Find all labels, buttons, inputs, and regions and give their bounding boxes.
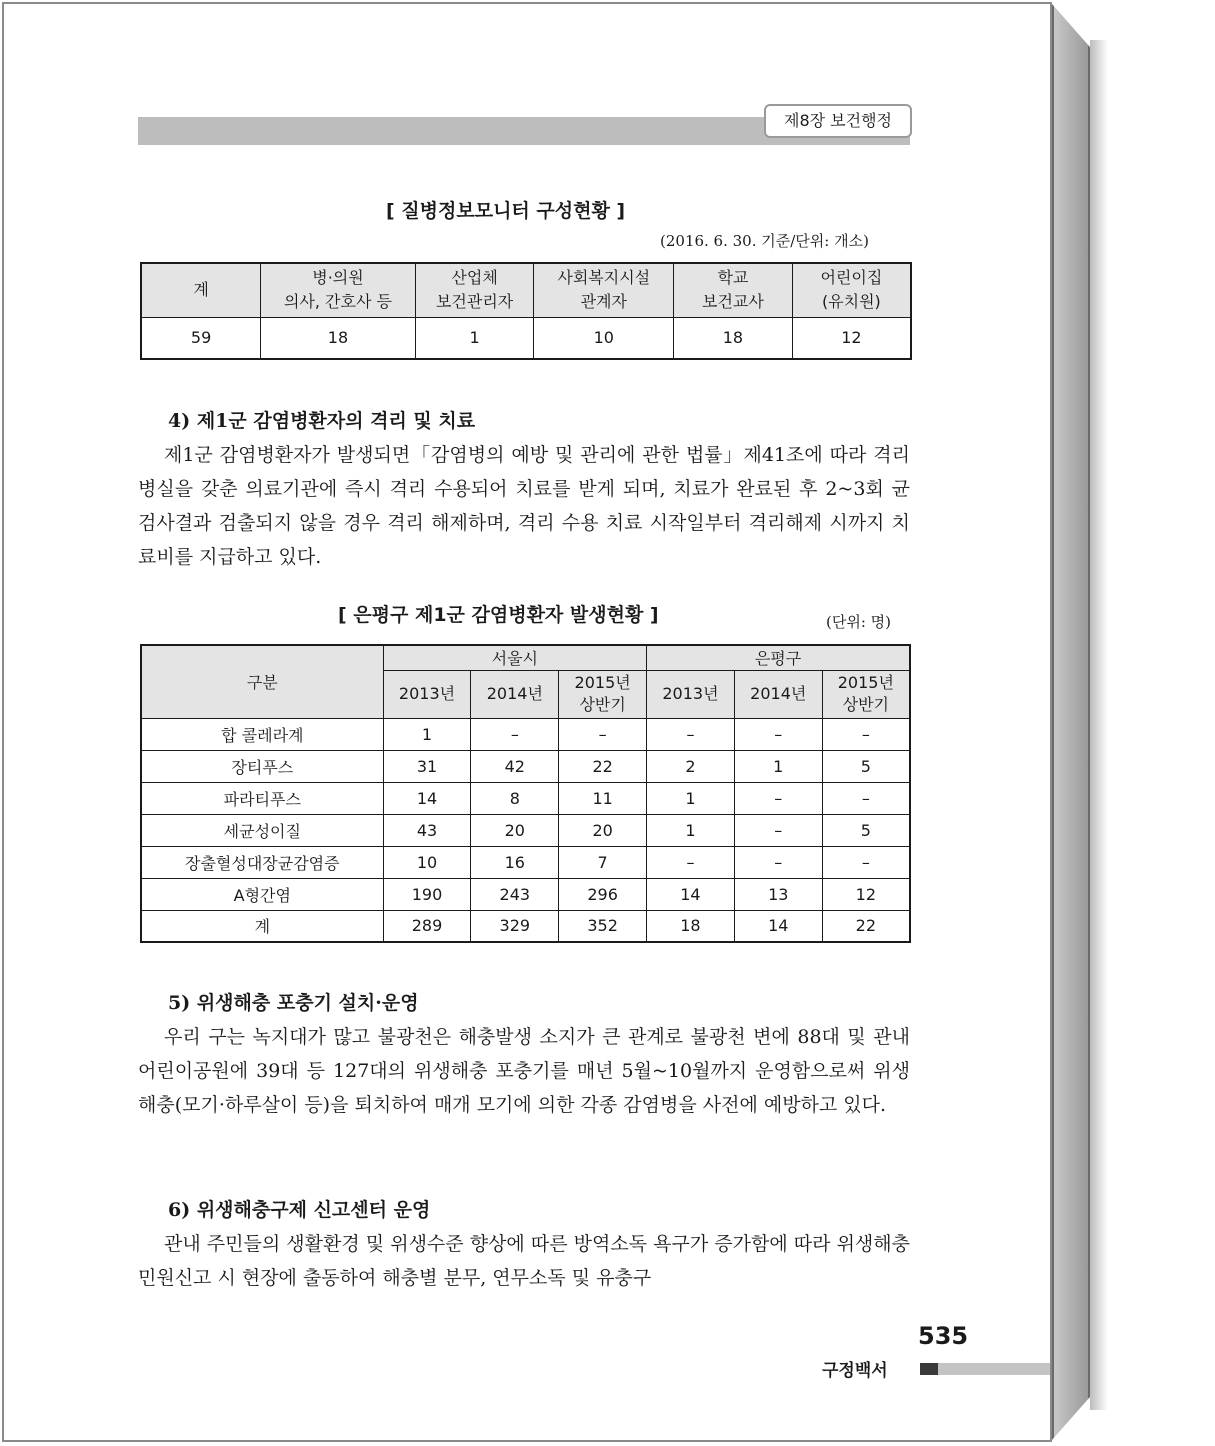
header-line-1: 계 xyxy=(193,280,209,300)
row-label: 세균성이질 xyxy=(141,814,383,846)
value-cell: – xyxy=(647,718,735,750)
value-cell: 1 xyxy=(383,718,471,750)
value-cell: 43 xyxy=(383,814,471,846)
value-cell: 2 xyxy=(647,750,735,782)
value-cell: 16 xyxy=(471,846,559,878)
value-cell: 5 xyxy=(822,814,910,846)
value-cell: – xyxy=(471,718,559,750)
table1-header-cell xyxy=(415,263,534,317)
value-cell: – xyxy=(559,718,647,750)
table-row xyxy=(141,750,910,782)
value-cell: – xyxy=(734,782,822,814)
table1-value-cell: 1 xyxy=(415,317,534,359)
value-cell: – xyxy=(734,814,822,846)
section6-body: 관내 주민들의 생활환경 및 위생수준 향상에 따른 방역소독 욕구가 증가함에 따라 위생해충 민원신고 시 현장에 출동하여 해충별 분무, 연무소독 및 유충구 xyxy=(138,1233,910,1289)
row-label: 계 xyxy=(141,910,383,942)
table1-header-cell xyxy=(674,263,793,317)
table1-header-cell xyxy=(534,263,674,317)
header-line-2: 의사, 간호사 등 xyxy=(283,292,392,312)
header-line-2: 보건교사 xyxy=(701,292,764,312)
value-cell: 7 xyxy=(559,846,647,878)
value-cell: 14 xyxy=(734,910,822,942)
category-header: 구분 xyxy=(141,645,383,718)
header-line-1: 2014년 xyxy=(750,684,807,703)
value-cell: 10 xyxy=(383,846,471,878)
row-label: 장티푸스 xyxy=(141,750,383,782)
section4-body: 제1군 감염병환자가 발생되면「감염병의 예방 및 관리에 관한 법률」제41조에 따라 격리병실을 갖춘 의료기관에 즉시 격리 수용되어 치료를 받게 되며, 치료가 완료된 후 2~3회 균 검사결과 검출되지 않을 경우 격리 해제하며, 격리 수용 치료 시작일부터 격리해제 시까지 치료비를 지급하고 있다. xyxy=(138,444,910,568)
value-cell: 243 xyxy=(471,878,559,910)
row-label: A형간염 xyxy=(141,878,383,910)
group-header-seoul: 서울시 xyxy=(383,645,646,670)
year-header-cell xyxy=(647,670,735,718)
value-cell: 12 xyxy=(822,878,910,910)
year-header-cell xyxy=(559,670,647,718)
header-line-1: 병·의원 xyxy=(312,268,364,288)
table1-value-cell: 18 xyxy=(674,317,793,359)
monitor-table xyxy=(140,262,912,360)
year-header-cell xyxy=(822,670,910,718)
year-header-cell xyxy=(383,670,471,718)
section5-title: 5) 위생해충 포충기 설치·운영 xyxy=(168,992,419,1014)
header-line-1: 산업체 xyxy=(451,268,498,288)
value-cell: 190 xyxy=(383,878,471,910)
value-cell: – xyxy=(822,846,910,878)
infection-table xyxy=(140,644,911,943)
header-line-2: 상반기 xyxy=(579,695,626,714)
table2-caption: [ 은평구 제1군 감염병환자 발생현황 ] xyxy=(338,604,659,626)
table1-unit: (2016. 6. 30. 기준/단위: 개소) xyxy=(660,232,869,250)
table1-value-cell: 59 xyxy=(141,317,261,359)
value-cell: – xyxy=(734,846,822,878)
table1-data-row xyxy=(141,317,911,359)
value-cell: 31 xyxy=(383,750,471,782)
section5-body: 우리 구는 녹지대가 많고 불광천은 해충발생 소지가 큰 관계로 불광천 변에 88대 및 관내 어린이공원에 39대 등 127대의 위생해충 포충기를 매년 5월~10월까지 운영함으로써 위생해충(모기·하루살이 등)을 퇴치하여 매개 모기에 의한 각종 감염병을 사전에 예방하고 있다. xyxy=(138,1026,910,1116)
table-row xyxy=(141,718,910,750)
header-line-1: 2013년 xyxy=(662,684,719,703)
value-cell: 13 xyxy=(734,878,822,910)
year-header-cell xyxy=(471,670,559,718)
table2-group-row xyxy=(141,645,910,670)
value-cell: 1 xyxy=(647,814,735,846)
row-label: 합 콜레라계 xyxy=(141,718,383,750)
table-row xyxy=(141,814,910,846)
header-line-1: 2014년 xyxy=(486,684,543,703)
value-cell: 22 xyxy=(559,750,647,782)
chapter-label: 제8장 보건행정 xyxy=(764,104,912,138)
value-cell: 14 xyxy=(383,782,471,814)
header-line-1: 2015년 xyxy=(837,673,894,692)
table-row xyxy=(141,782,910,814)
section4-title: 4) 제1군 감염병환자의 격리 및 치료 xyxy=(168,410,476,432)
value-cell: 22 xyxy=(822,910,910,942)
value-cell: 42 xyxy=(471,750,559,782)
value-cell: – xyxy=(734,718,822,750)
value-cell: 8 xyxy=(471,782,559,814)
section6-title: 6) 위생해충구제 신고센터 운영 xyxy=(168,1199,431,1221)
table2-unit: (단위: 명) xyxy=(826,613,891,631)
table1-value-cell: 12 xyxy=(792,317,911,359)
book-title: 구정백서 xyxy=(822,1361,888,1381)
table-row xyxy=(141,846,910,878)
page-number: 535 xyxy=(918,1322,969,1350)
header-line-2: 상반기 xyxy=(842,695,890,714)
value-cell: 11 xyxy=(559,782,647,814)
value-cell: 329 xyxy=(471,910,559,942)
value-cell: 18 xyxy=(647,910,735,942)
value-cell: 20 xyxy=(471,814,559,846)
header-line-2: 관계자 xyxy=(580,292,627,312)
value-cell: 352 xyxy=(559,910,647,942)
value-cell: 5 xyxy=(822,750,910,782)
row-label: 파라티푸스 xyxy=(141,782,383,814)
header-line-1: 2013년 xyxy=(398,684,456,703)
value-cell: 1 xyxy=(647,782,735,814)
value-cell: – xyxy=(822,718,910,750)
table-row xyxy=(141,878,910,910)
table1-header-cell xyxy=(792,263,911,317)
value-cell: 1 xyxy=(734,750,822,782)
table1-header-row xyxy=(141,263,911,317)
header-line-2: 보건관리자 xyxy=(435,292,514,312)
footer-bar xyxy=(920,1363,1050,1375)
header-line-1: 2015년 xyxy=(574,673,631,692)
table1-value-cell: 18 xyxy=(261,317,416,359)
row-label: 장출혈성대장균감염증 xyxy=(141,846,383,878)
value-cell: 289 xyxy=(383,910,471,942)
header-line-1: 학교 xyxy=(717,268,749,288)
value-cell: 20 xyxy=(559,814,647,846)
group-header-eunpyeong: 은평구 xyxy=(647,645,910,670)
value-cell: 296 xyxy=(559,878,647,910)
book-edge xyxy=(1052,4,1090,1440)
value-cell: – xyxy=(822,782,910,814)
table1-value-cell: 10 xyxy=(534,317,674,359)
header-line-2: (유치원) xyxy=(821,292,881,312)
value-cell: 14 xyxy=(647,878,735,910)
header-line-1: 어린이집 xyxy=(820,268,883,288)
book-shadow xyxy=(1090,40,1108,1410)
table1-header-cell xyxy=(261,263,416,317)
table1-header-cell xyxy=(141,263,261,317)
table-row xyxy=(141,910,910,942)
value-cell: – xyxy=(647,846,735,878)
header-line-1: 사회복지시설 xyxy=(557,268,651,288)
table1-caption: [ 질병정보모니터 구성현황 ] xyxy=(386,200,626,222)
year-header-cell xyxy=(734,670,822,718)
